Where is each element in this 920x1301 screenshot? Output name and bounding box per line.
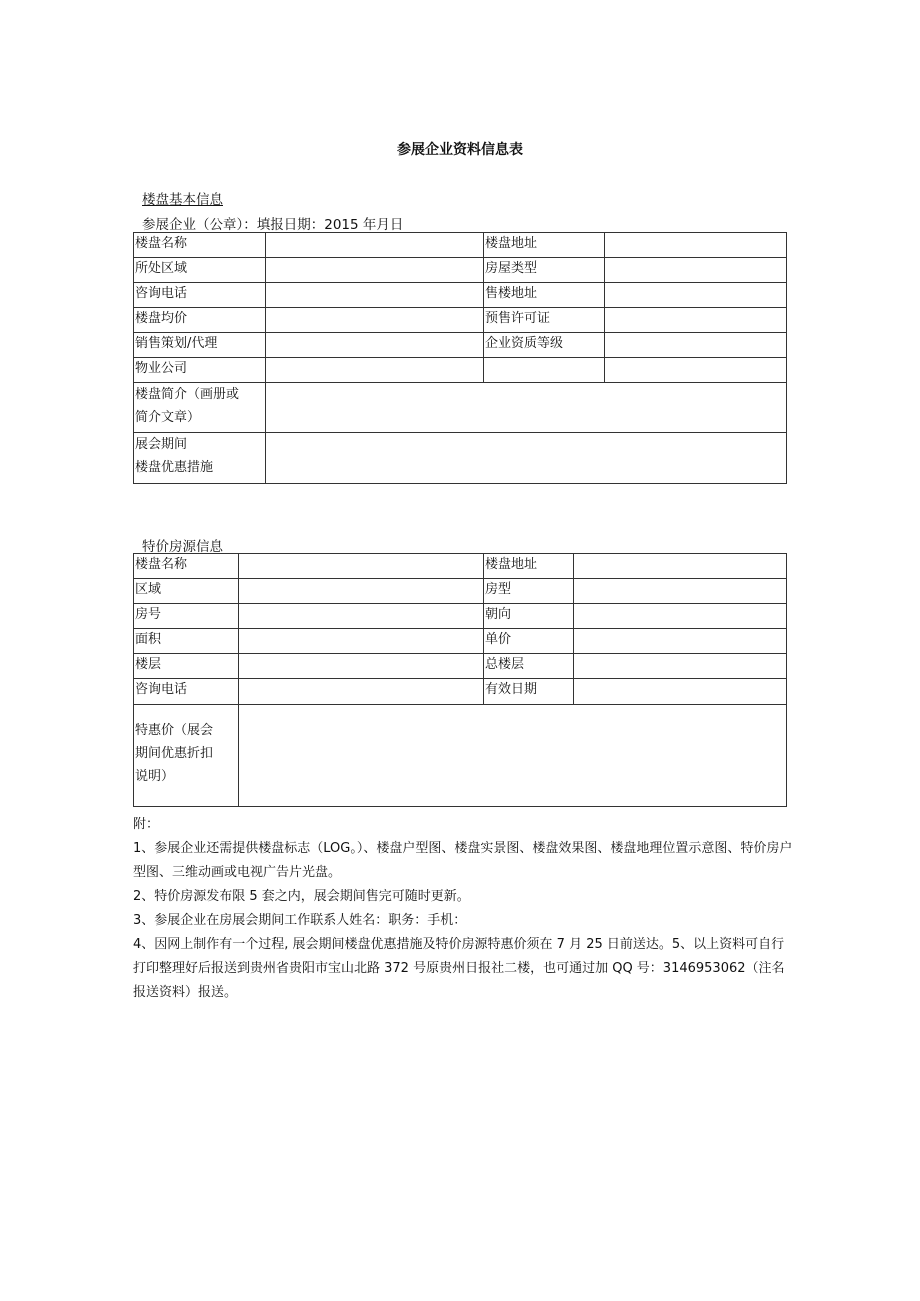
price-label-cell: [134, 705, 239, 807]
label-cell: 物业公司: [134, 358, 266, 383]
value-cell[interactable]: [239, 579, 484, 604]
label-cell: 咨询电话: [134, 679, 239, 705]
table-row: [134, 433, 787, 484]
value-cell[interactable]: [239, 629, 484, 654]
label-cell: 楼盘地址: [484, 233, 605, 258]
label-cell: 售楼地址: [484, 283, 605, 308]
basic-info-section-title: 楼盘基本信息: [142, 192, 223, 208]
label-cell: 房号: [134, 604, 239, 629]
value-cell[interactable]: [266, 333, 484, 358]
label-cell: 有效日期: [484, 679, 574, 705]
note-item: 3、参展企业在房展会期间工作联系人姓名：职务：手机：: [133, 913, 467, 928]
basic-info-table: [133, 232, 787, 484]
label-cell: 区域: [134, 579, 239, 604]
value-cell[interactable]: [574, 554, 787, 579]
table-row: [134, 554, 787, 579]
label-cell: 所处区域: [134, 258, 266, 283]
table-row: [134, 679, 787, 705]
value-cell[interactable]: [605, 308, 787, 333]
label-cell: 朝向: [484, 604, 574, 629]
value-cell[interactable]: [266, 308, 484, 333]
value-cell[interactable]: [266, 358, 484, 383]
note-item: 2、特价房源发布限 5 套之内，展会期间售完可随时更新。: [133, 889, 470, 904]
value-cell[interactable]: [266, 233, 484, 258]
label-cell: 楼盘均价: [134, 308, 266, 333]
value-cell[interactable]: [266, 283, 484, 308]
value-cell[interactable]: [266, 258, 484, 283]
value-cell[interactable]: [605, 283, 787, 308]
value-cell[interactable]: [574, 679, 787, 705]
price-label-line: 期间优惠折扣: [135, 746, 214, 761]
value-cell[interactable]: [239, 679, 484, 705]
label-cell: 楼盘地址: [484, 554, 574, 579]
value-cell[interactable]: [574, 629, 787, 654]
label-cell: 销售策划/代理: [134, 333, 266, 358]
basic-info-subline: 参展企业（公章）：填报日期：2015 年月日: [142, 217, 404, 233]
table-row: [134, 358, 787, 383]
special-info-table: [133, 553, 787, 807]
table-row: [134, 654, 787, 679]
value-cell[interactable]: [605, 333, 787, 358]
promo-label-line: 展会期间: [135, 437, 188, 452]
label-cell: 面积: [134, 629, 239, 654]
label-cell: [484, 358, 605, 383]
table-row: [134, 233, 787, 258]
value-cell[interactable]: [239, 604, 484, 629]
value-cell[interactable]: [574, 654, 787, 679]
label-cell: 房屋类型: [484, 258, 605, 283]
table-row: [134, 604, 787, 629]
label-cell: 单价: [484, 629, 574, 654]
note-item: 4、因网上制作有一个过程, 展会期间楼盘优惠措施及特价房源特惠价须在 7 月 25 日前送达。5、以上资料可自行打印整理好后报送到贵州省贵阳市宝山北路 372 号原贵州日报社二楼，也可通过加 QQ 号：3146953062（注名报送资料）报送。: [133, 937, 785, 1000]
label-cell: 楼盘名称: [134, 233, 266, 258]
label-cell: 总楼层: [484, 654, 574, 679]
promo-label-line: 楼盘优惠措施: [135, 460, 214, 475]
label-cell: 楼盘名称: [134, 554, 239, 579]
page-title: 参展企业资料信息表: [397, 142, 523, 158]
price-value-cell[interactable]: [239, 705, 787, 807]
value-cell[interactable]: [574, 604, 787, 629]
table-row: [134, 333, 787, 358]
label-cell: 房型: [484, 579, 574, 604]
notes-block: [133, 813, 793, 1005]
promo-value-cell[interactable]: [266, 433, 787, 484]
price-label-line: 特惠价（展会: [135, 723, 214, 738]
price-label-line: 说明）: [135, 769, 175, 784]
table-row: [134, 308, 787, 333]
label-cell: 楼层: [134, 654, 239, 679]
intro-label-line: 楼盘简介（画册或: [135, 387, 240, 402]
notes-heading: 附：: [133, 817, 160, 832]
table-row: [134, 383, 787, 433]
label-cell: 预售许可证: [484, 308, 605, 333]
promo-label-cell: [134, 433, 266, 484]
table-row: [134, 629, 787, 654]
table-row: [134, 258, 787, 283]
special-info-section-title: 特价房源信息: [142, 539, 223, 555]
label-cell: 企业资质等级: [484, 333, 605, 358]
value-cell[interactable]: [605, 233, 787, 258]
note-item: 1、参展企业还需提供楼盘标志（LOG。）、楼盘户型图、楼盘实景图、楼盘效果图、楼盘地理位置示意图、特价房户型图、三维动画或电视广告片光盘。: [133, 841, 793, 880]
label-cell: 咨询电话: [134, 283, 266, 308]
table-row: [134, 283, 787, 308]
value-cell[interactable]: [239, 654, 484, 679]
value-cell[interactable]: [605, 358, 787, 383]
value-cell[interactable]: [574, 579, 787, 604]
value-cell[interactable]: [239, 554, 484, 579]
intro-label-cell: [134, 383, 266, 433]
intro-label-line: 简介文章）: [135, 410, 201, 425]
intro-value-cell[interactable]: [266, 383, 787, 433]
table-row: [134, 705, 787, 807]
table-row: [134, 579, 787, 604]
value-cell[interactable]: [605, 258, 787, 283]
